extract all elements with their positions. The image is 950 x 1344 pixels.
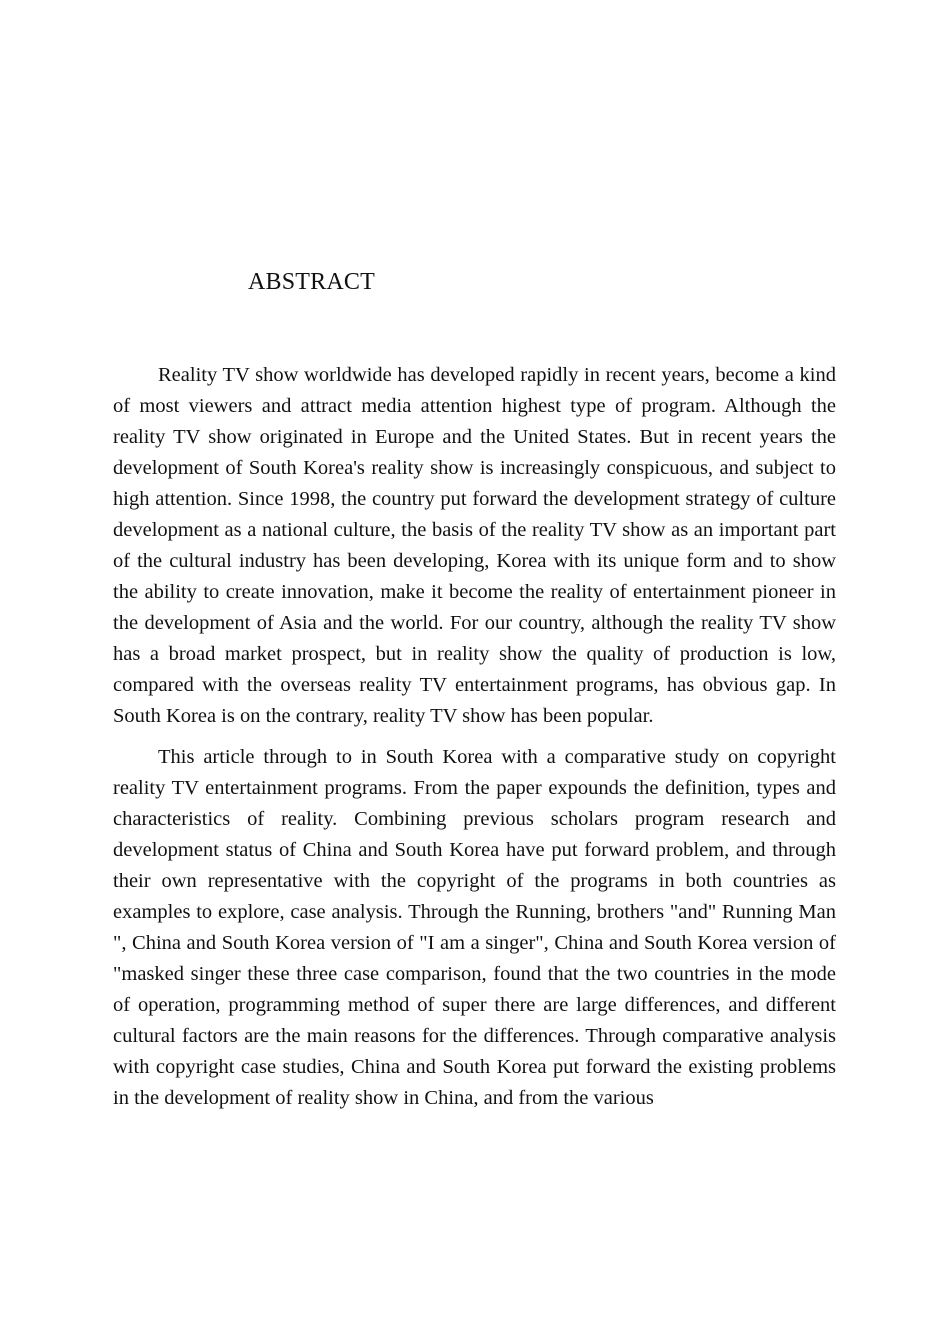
abstract-heading: ABSTRACT — [248, 269, 375, 295]
abstract-paragraph-1: Reality TV show worldwide has developed rapidly in recent years, become a kind of most viewers and attract media attention highest type of program. Although the reality TV show originated in Europe and the United States. But in recent years the development of South Korea's reality show is increasingly conspicuous, and subject to high attention. Since 1998, the country put forward the development strategy of culture development as a national culture, the basis of the reality TV show as an important part of the cultural industry has been developing, Korea with its unique form and to show the ability to create innovation, make it become the reality of entertainment pioneer in the development of Asia and the world. For our country, although the reality TV show has a broad market prospect, but in reality show the quality of production is low, compared with the overseas reality TV entertainment programs, has obvious gap. In South Korea is on the contrary, reality TV show has been popular. — [113, 364, 836, 727]
abstract-body — [113, 360, 836, 1114]
abstract-paragraph-2: This article through to in South Korea with a comparative study on copyright reality TV entertainment programs. From the paper expounds the definition, types and characteristics of reality. Combining previous scholars program research and development status of China and South Korea have put forward problem, and through their own representative with the copyright of the programs in both countries as examples to explore, case analysis. Through the Running, brothers "and" Running Man ", China and South Korea version of "I am a singer", China and South Korea version of "masked singer these three case comparison, found that the two countries in the mode of operation, programming method of super there are large differences, and different cultural factors are the main reasons for the differences. Through comparative analysis with copyright case studies, China and South Korea put forward the existing problems in the development of reality show in China, and from the various — [113, 746, 836, 1109]
